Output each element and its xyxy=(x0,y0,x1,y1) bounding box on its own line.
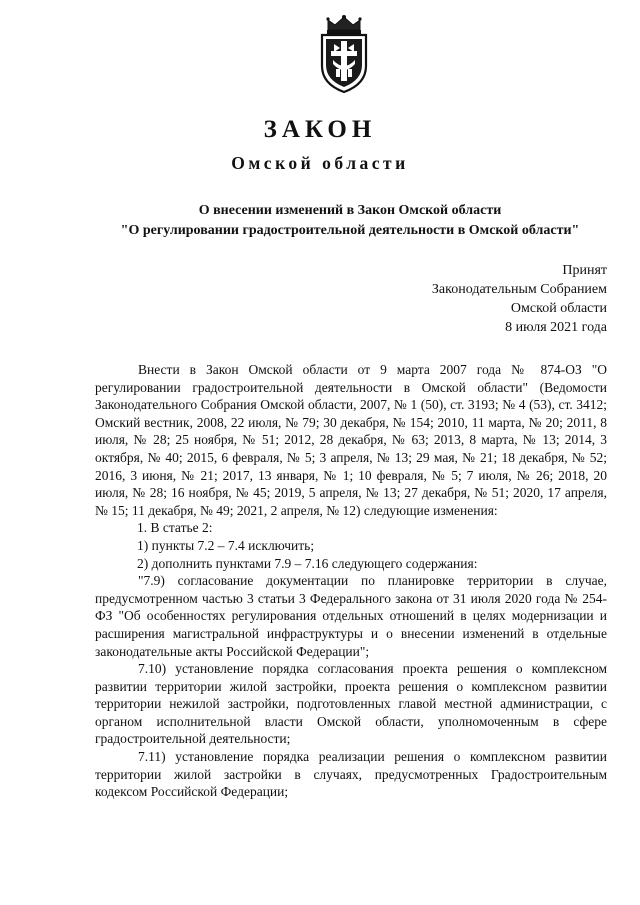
document-body xyxy=(95,361,607,801)
adoption-date: 8 июля 2021 года xyxy=(505,320,607,335)
document-title: ЗАКОН xyxy=(263,116,377,143)
law-name-line-2: "О регулировании градостроительной деятельности в Омской области" xyxy=(120,223,580,238)
subitem-2: 2) дополнить пунктами 7.9 – 7.16 следующего содержания: xyxy=(137,555,478,571)
adoption-line-3: Омской области xyxy=(510,301,607,316)
adoption-line-1: Принят xyxy=(562,263,607,278)
paragraph-7-11: 7.11) установление порядка реализации решения о комплексном развитии территории жилой застройки в случаях, предусмотренных Градостроительным кодексом Российской Федерации; xyxy=(95,749,607,800)
intro-paragraph: Внести в Закон Омской области от 9 марта 2007 года № 874-ОЗ "О регулировании градостроительной деятельности в Омской области" (Ведомости Законодательного Собрания Омской области, 2007, № 1 (50), ст. 3193; № 4 (53), ст. 3412; Омский вестник, 2008, 22 июля, № 79; 30 декабря, № 154; 2010, 11 марта, № 20; 2011, 8 июля, № 28; 25 ноября, № 51; 2012, 28 декабря, № 63; 2013, 8 марта, № 13; 2014, 3 октября, № 40; 2015, 6 февраля, № 5; 3 апреля, № 13; 29 мая, № 21; 18 декабря, № 52; 2016, 3 июня, № 21; 2017, 13 января, № 1; 10 февраля, № 5; 7 июля, № 26; 2018, 20 июля, № 28; 16 ноября, № 45; 2019, 5 апреля, № 13; 27 декабря, № 51; 2020, 17 апреля, № 15; 11 декабря, № 49; 2021, 2 апреля, № 12) следующие изменения: xyxy=(95,362,607,518)
adoption-line-2: Законодательным Собранием xyxy=(431,282,607,297)
omsk-coat-of-arms-icon xyxy=(314,14,374,94)
law-name xyxy=(60,201,640,241)
article-item-1: 1. В статье 2: xyxy=(137,520,213,536)
adoption-block xyxy=(432,261,607,337)
law-name-line-1: О внесении изменений в Закон Омской области xyxy=(198,203,502,218)
paragraph-7-10: 7.10) установление порядка согласования проекта решения о комплексном развитии территории жилой застройки, проекта решения о комплексном развитии территории нежилой застройки, подготовленных главой местной администрации, с органом исполнительной власти Омской области, уполномоченным в сфере градостроительной деятельности; xyxy=(95,661,607,747)
subitem-1: 1) пункты 7.2 – 7.4 исключить; xyxy=(137,537,315,553)
document-subtitle: Омской области xyxy=(231,153,409,173)
paragraph-7-9: "7.9) согласование документации по планировке территории в случае, предусмотренном частью 3 статьи 3 Федерального закона от 31 июля 2020 года № 254-ФЗ "Об особенностях регулирования отдельных отношений в целях модернизации и расширения магистральной инфраструктуры и о внесении изменений в отдельные законодательные акты Российской Федерации"; xyxy=(95,573,607,659)
